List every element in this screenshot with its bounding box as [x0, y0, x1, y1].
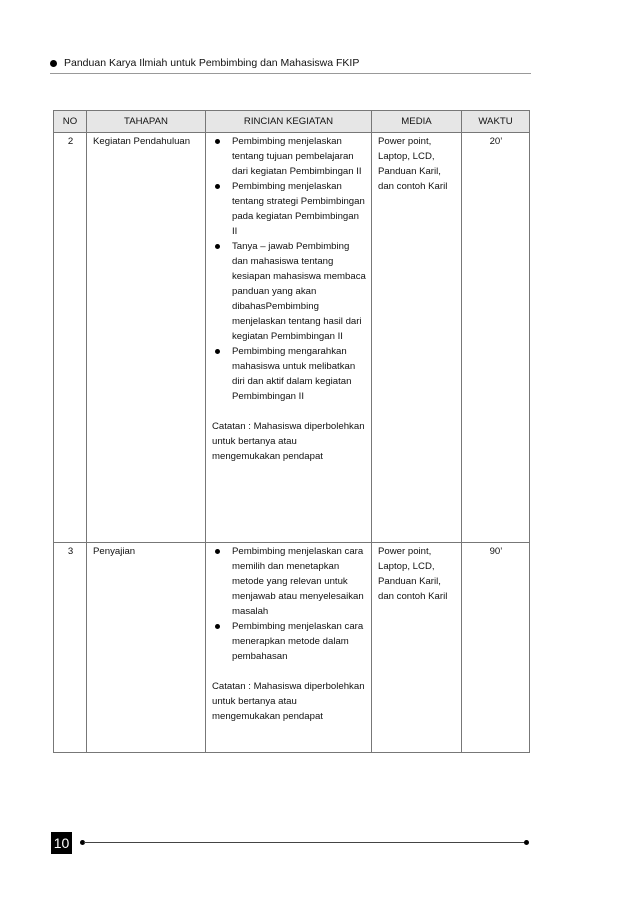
column-header-no: NO — [54, 111, 87, 133]
table-header-row — [54, 111, 530, 133]
cell-rincian — [206, 543, 372, 753]
cell-no: 2 — [54, 133, 87, 543]
column-header-waktu: WAKTU — [462, 111, 530, 133]
cell-media: Power point, Laptop, LCD, Panduan Karil, dan contoh Karil — [372, 133, 462, 543]
note-text: Catatan : Mahasiswa diperbolehkan untuk bertanya atau mengemukakan pendapat — [212, 681, 365, 722]
footer-dot-icon — [524, 840, 529, 845]
cell-media: Power point, Laptop, LCD, Panduan Karil, dan contoh Karil — [372, 543, 462, 753]
list-item: Pembimbing menjelaskan cara memilih dan menetapkan metode yang relevan untuk menjawab atau menyelesaikan masalah — [212, 544, 366, 619]
header-title: Panduan Karya Ilmiah untuk Pembimbing dan Mahasiswa FKIP — [64, 57, 360, 69]
footer-divider — [84, 842, 526, 843]
column-header-rincian: RINCIAN KEGIATAN — [206, 111, 372, 133]
table-row — [54, 133, 530, 543]
list-item: Tanya – jawab Pembimbing dan mahasiswa tentang kesiapan mahasiswa membaca panduan yang akan dibahasPembimbing menjelaskan tentang hasil dari kegiatan Pembimbingan II — [212, 239, 366, 344]
page-header — [50, 56, 530, 74]
activity-table — [53, 110, 530, 753]
cell-rincian — [206, 133, 372, 543]
activity-list — [212, 544, 366, 664]
table-row — [54, 543, 530, 753]
activity-list — [212, 134, 366, 404]
cell-no: 3 — [54, 543, 87, 753]
list-item: Pembimbing menjelaskan tentang tujuan pembelajaran dari kegiatan Pembimbingan II — [212, 134, 366, 179]
header-divider — [50, 73, 531, 74]
bullet-icon — [50, 60, 57, 67]
cell-waktu: 20’ — [462, 133, 530, 543]
column-header-tahapan: TAHAPAN — [87, 111, 206, 133]
note-text: Catatan : Mahasiswa diperbolehkan untuk bertanya atau mengemukakan pendapat — [212, 421, 365, 462]
list-item: Pembimbing menjelaskan cara menerapkan metode dalam pembahasan — [212, 619, 366, 664]
cell-waktu: 90’ — [462, 543, 530, 753]
page-number: 10 — [51, 832, 72, 854]
list-item: Pembimbing mengarahkan mahasiswa untuk melibatkan diri dan aktif dalam kegiatan Pembimbingan II — [212, 344, 366, 404]
list-item: Pembimbing menjelaskan tentang strategi Pembimbingan pada kegiatan Pembimbingan II — [212, 179, 366, 239]
column-header-media: MEDIA — [372, 111, 462, 133]
cell-tahapan: Kegiatan Pendahuluan — [87, 133, 206, 543]
cell-tahapan: Penyajian — [87, 543, 206, 753]
